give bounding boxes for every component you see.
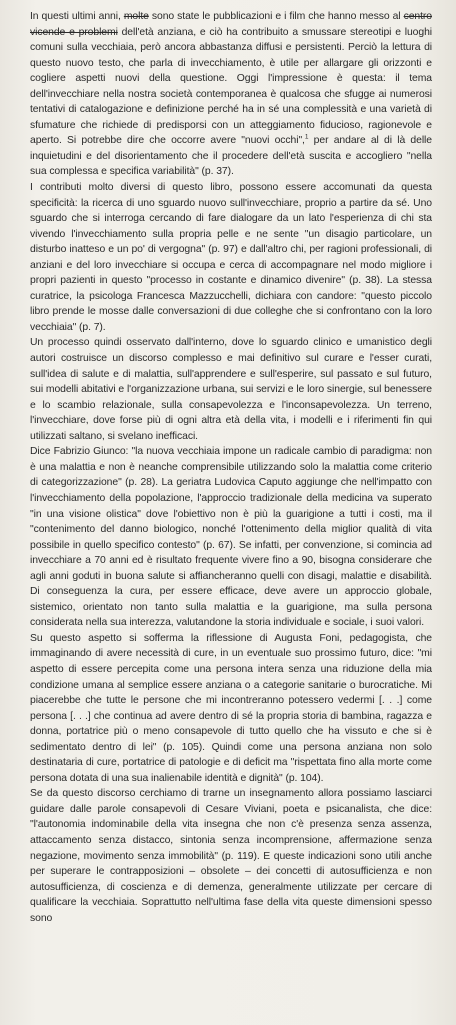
text-run: Se da questo discorso cerchiamo di trarne un insegnamento allora possiamo lasciarci guidare dalle parole consapevoli di Cesare Viviani, poeta e psicanalista, che dice: "l'autonomia indominabile della vita insegna che non c'è presenza senza assenza, attaccamento senza distacco, sintonia senza incomprensione, affermazione senza negazione, movimento senza immobilità" (p. 119). E queste indicazioni sono utili anche per superare le contrapposizioni – obsolete – dei concetti di autosufficienza e non autosufficienza, di coscienza e di demenza, generalmente utilizzate per cercare di qualificare la vecchiaia. Soprattutto nell'ultima fase della vita queste dimensioni spesso sono (30, 788, 432, 924)
text-run: In questi ultimi anni, (30, 11, 124, 22)
text-run: Un processo quindi osservato dall'interno, dove lo sguardo clinico e umanistico degli autori costruisce un discorso complesso e mai definitivo sul curare e l'esser curati, sull'idea di salute e di malattia, sull'apprendere e sull'esperire, sul passato e sul futuro, sui modelli abitativi e l'organizzazione urbana, sui servizi e le loro sinergie, sul benessere e lo scambio relazionale, sulla consapevolezza e l'inconsapevolezza. Un terreno, l'invecchiare, dove forse più di ogni altra età della vita, i modelli e i riferimenti fin qui utilizzati saltano, si svelano inefficaci. (30, 337, 432, 442)
paragraph (30, 786, 432, 926)
text-run: per andare al di là delle inquietudini e del disorientamento che il procedere dell'età suscita e accogliero "nella sua complessa e specifica variabilità" (p. 37). (30, 135, 432, 178)
paragraph (30, 631, 432, 786)
struck-text: centro vicende e problemi (30, 11, 432, 38)
paragraph (30, 180, 432, 335)
paragraph (30, 444, 432, 631)
struck-text: molte (123, 11, 149, 22)
text-run: sono state le pubblicazioni e i film che hanno messo al (148, 11, 404, 22)
paragraph (30, 335, 432, 444)
footnote-marker: 1 (304, 133, 309, 141)
text-run: I contributi molto diversi di questo libro, possono essere accomunati da questa specificità: la ricerca di uno sguardo nuovo sull'invecchiare, proprio a partire da sé. Uno sguardo che si interroga cercando di fare dialogare da un lato l'esperienza di chi sta vivendo l'invecchiamento sulla propria pelle e ne sente "un disagio particolare, un disturbo inatteso e un po' di vergogna" (p. 97) e dall'altro chi, per ragioni professionali, di anziani e del loro invecchiare si occupa e cerca di accompagnare nel modo migliore i propri pazienti in questo "processo in costante e dinamico divenire" (p. 38). La stessa curatrice, la psicologa Francesca Mazzucchelli, dichiara con candore: "questo piccolo libro prende le mosse dalle conversazioni di due colleghe che si confrontano con la loro vecchiaia" (p. 7). (30, 182, 432, 333)
paragraph (30, 9, 432, 180)
text-run: Su questo aspetto si sofferma la riflessione di Augusta Foni, pedagogista, che immaginando di avere necessità di cure, in un eventuale suo prossimo futuro, dice: "mi aspetto di essere percepita come una persona intera senza una riduzione della mia condizione umana al semplice essere anziana o a categorie sanitarie o burocratiche. Mi piacerebbe che tutte le persone che mi incontreranno potessero vedermi [. . .] come persona [. . .] che continua ad avere dentro di sé la propria storia di bambina, ragazza e donna, portatrice più o meno consapevole di tutto quello che ha vissuto e che si è sedimentato dentro di lei" (p. 105). Quindi come una persona anziana non solo destinataria di cure, portatrice di patologie e di deficit ma "rispettata fino alla morte come persona dotata di una sua inalienabile identità e dignità" (p. 104). (30, 632, 432, 784)
text-run: dell'età anziana, e ciò ha contribuito a smussare stereotipi e luoghi comuni sulla vecchiaia, però ancora abbastanza diffusi e persistenti. Perciò la lettura di questo nuovo testo, che parla di invecchiamento, è utile per allargare gli orizzonti e cogliere aspetti nuovi della questione. Oggi l'impressione è questa: il tema dell'invecchiare nella nostra società contemporanea è qualcosa che sfugge ai numerosi tentativi di catalogazione e definizione perché ha in sé una complessità e una varietà di sfumature che richiede di predisporsi con un atteggiamento fiducioso, ragionevole e aperto. Si potrebbe dire che occorre avere "nuovi occhi", (30, 26, 432, 147)
text-run: Dice Fabrizio Giunco: "la nuova vecchiaia impone un radicale cambio di paradigma: non è una malattia e non è neanche comprensibile utilizzando solo la malattia come criterio di categorizzazione" (p. 28). La geriatra Ludovica Caputo aggiunge che nell'impatto con l'invecchiamento della popolazione, l'approccio tradizionale della medicina va superato "in una visione olistica" dove l'obiettivo non è più la guarigione a tutti i costi, ma il "contenimento del danno biologico, nonché l'ottenimento della miglior qualità di vita possibile in quello specifico contesto" (p. 67). Se infatti, per convenzione, si comincia ad invecchiare a 70 anni ed è risultato frequente vivere fino a 90, bisogna considerare che agli anni goduti in buona salute si affiancheranno quelli con disagi, malattie e disabilità. Di conseguenza la cura, per essere efficace, deve avere un approccio globale, sistemico, orientato non tanto sulla malattia e la guarigione, ma sulla persona considerata nella sua interezza, valutandone la storia individuale e sociale, i suoi valori. (30, 446, 432, 629)
review-text-body (30, 9, 432, 926)
